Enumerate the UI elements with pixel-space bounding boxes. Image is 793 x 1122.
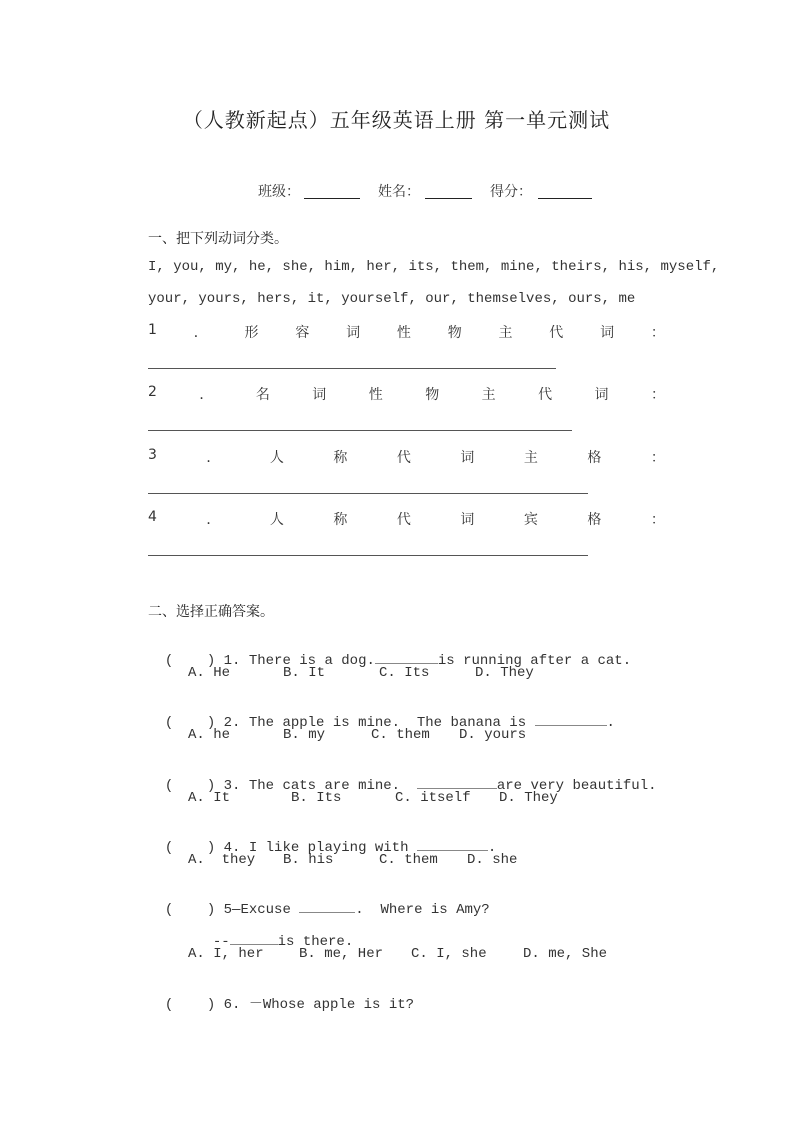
option-a: A. It	[188, 790, 231, 806]
label-char: 形	[244, 325, 259, 341]
question-3: ( ) 3. The cats are mine. are very beautiful.	[148, 759, 657, 794]
blank	[375, 650, 438, 664]
label-char: 物	[447, 325, 462, 341]
option-a: A. they	[188, 852, 256, 868]
label-char: 人	[269, 512, 284, 528]
label-char: ．	[206, 450, 221, 466]
blank	[299, 899, 355, 913]
class-label: 班级：	[258, 184, 300, 200]
category-3-answer-line[interactable]	[148, 493, 588, 494]
option-a: A. He	[188, 665, 231, 681]
question-2: ( ) 2. The apple is mine. The banana is .	[148, 696, 615, 731]
label-char: 代	[396, 450, 411, 466]
label-char: 主	[481, 387, 496, 403]
word-list-line-2: your, yours, hers, it, yourself, our, themselves, ours, me	[148, 291, 636, 307]
question-6: ( ) 6. －Whose apple is it?	[164, 997, 415, 1013]
question-5: ( ) 5—Excuse . Where is Amy?	[148, 883, 490, 918]
name-field[interactable]	[425, 184, 472, 199]
option-c: C. them	[379, 852, 438, 868]
score-label: 得分：	[490, 184, 532, 200]
label-char: 称	[333, 512, 348, 528]
option-b: B. my	[283, 727, 326, 743]
label-char: 物	[425, 387, 440, 403]
label-char: 格	[587, 450, 602, 466]
question-1: ( ) 1. There is a dog. is running after a cat.	[148, 634, 631, 669]
answer-paren[interactable]: ( )	[164, 653, 216, 669]
section2-heading: 二、选择正确答案。	[148, 604, 274, 620]
name-label: 姓名：	[378, 184, 420, 200]
option-b: B. It	[283, 665, 326, 681]
label-char: ．	[206, 512, 221, 528]
option-a: A. he	[188, 727, 231, 743]
option-b: B. me, Her	[299, 946, 384, 962]
category-4-label	[148, 509, 665, 529]
label-char: 词	[312, 387, 327, 403]
question-4: ( ) 4. I like playing with .	[148, 821, 496, 856]
label-char: ：	[651, 387, 665, 403]
class-field[interactable]	[304, 184, 360, 199]
label-char: 主	[523, 450, 538, 466]
label-char: 词	[460, 512, 475, 528]
blank	[535, 712, 607, 726]
label-char: 代	[549, 325, 564, 341]
blank	[417, 775, 497, 789]
answer-paren[interactable]: ( )	[164, 997, 216, 1013]
option-a: A. I, her	[188, 946, 264, 962]
option-c: C. them	[371, 727, 430, 743]
label-char: 名	[255, 387, 270, 403]
option-c: C. Its	[379, 665, 430, 681]
label-char: 词	[346, 325, 361, 341]
label-char: ：	[650, 512, 665, 528]
category-4-answer-line[interactable]	[148, 555, 588, 556]
label-char: 4	[148, 509, 157, 525]
label-char: 称	[333, 450, 348, 466]
label-char: 代	[396, 512, 411, 528]
answer-paren[interactable]: ( )	[164, 778, 216, 794]
label-char: ．	[199, 387, 214, 403]
answer-paren[interactable]: ( )	[164, 840, 216, 856]
category-2-label	[148, 384, 665, 404]
option-c: C. I, she	[411, 946, 487, 962]
label-char: 词	[460, 450, 475, 466]
question-5-line-2: -- is there.	[196, 915, 353, 950]
label-char: 容	[295, 325, 310, 341]
label-char: 2	[148, 384, 157, 400]
option-d: D. yours	[459, 727, 527, 743]
option-d: D. me, She	[523, 946, 608, 962]
label-char: 性	[396, 325, 411, 341]
label-char: 格	[587, 512, 602, 528]
label-char: 1	[148, 322, 157, 338]
answer-paren[interactable]: ( )	[164, 902, 216, 918]
label-char: 代	[538, 387, 553, 403]
option-c: C. itself	[395, 790, 471, 806]
label-char: 性	[368, 387, 383, 403]
category-1-label	[148, 322, 665, 342]
label-char: 词	[600, 325, 615, 341]
label-char: 词	[594, 387, 609, 403]
label-char: ：	[650, 450, 665, 466]
category-1-answer-line[interactable]	[148, 368, 556, 369]
option-b: B. Its	[291, 790, 342, 806]
category-2-answer-line[interactable]	[148, 430, 572, 431]
label-char: 3	[148, 447, 157, 463]
label-char: ．	[193, 325, 208, 341]
page-title: （人教新起点）五年级英语上册 第一单元测试	[182, 108, 611, 132]
label-char: 主	[498, 325, 513, 341]
label-char: ：	[650, 325, 665, 341]
section1-heading: 一、把下列动词分类。	[148, 231, 288, 247]
option-d: D. They	[475, 665, 534, 681]
blank	[230, 931, 278, 945]
option-d: D. They	[499, 790, 558, 806]
score-field[interactable]	[538, 184, 592, 199]
category-3-label	[148, 447, 665, 467]
option-b: B. his	[283, 852, 334, 868]
blank	[417, 837, 488, 851]
option-d: D. she	[467, 852, 518, 868]
label-char: 宾	[523, 512, 538, 528]
answer-paren[interactable]: ( )	[164, 715, 216, 731]
label-char: 人	[269, 450, 284, 466]
word-list-line-1: I, you, my, he, she, him, her, its, them, mine, theirs, his, myself,	[148, 259, 720, 275]
